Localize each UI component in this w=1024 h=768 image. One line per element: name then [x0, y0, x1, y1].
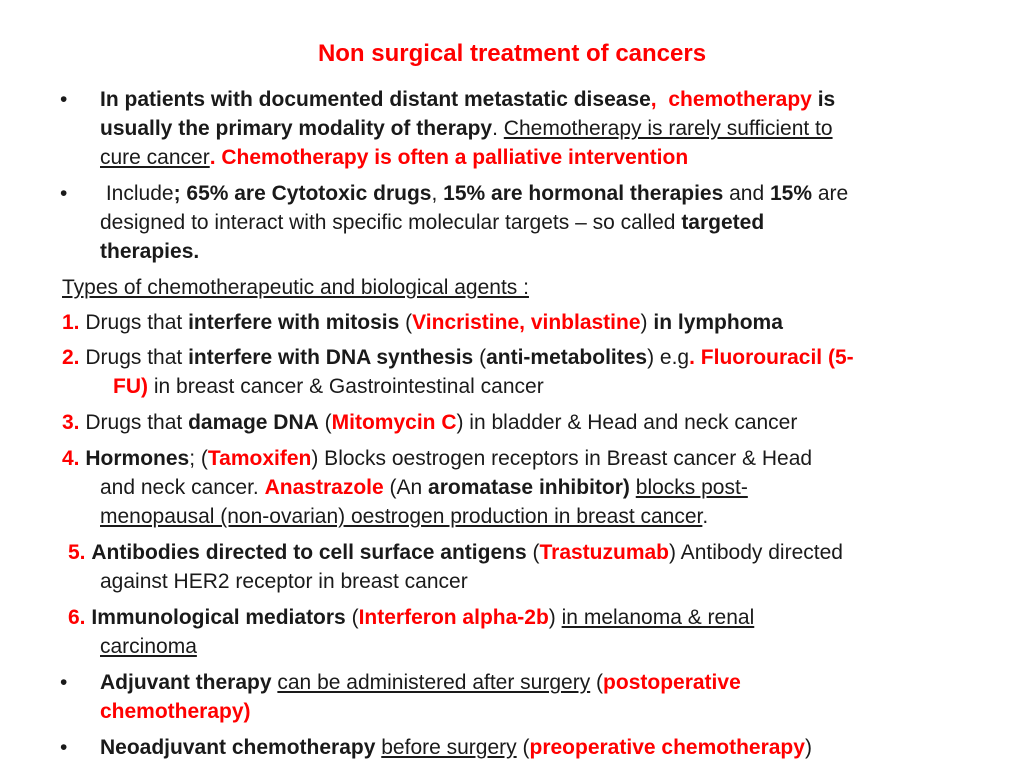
- agent-item-6-line-2: carcinoma: [100, 635, 197, 658]
- agent-item-1: 1. Drugs that interfere with mitosis (Vincristine, vinblastine) in lymphoma: [62, 311, 783, 334]
- agent-item-4-line-2: and neck cancer. Anastrazole (An aromatase inhibitor) blocks post-: [100, 476, 748, 499]
- agent-item-2-line-2: FU) in breast cancer & Gastrointestinal cancer: [113, 375, 544, 398]
- agent-item-4-line-1: 4. Hormones; (Tamoxifen) Blocks oestrogen receptors in Breast cancer & Head: [62, 447, 813, 470]
- bullet-marker: •: [60, 88, 68, 111]
- bullet-4-line-1: Neoadjuvant chemotherapy before surgery (preoperative chemotherapy): [100, 736, 812, 759]
- bullet-marker: •: [60, 671, 68, 694]
- bullet-3-line-1: Adjuvant therapy can be administered after surgery (postoperative: [100, 671, 741, 694]
- agent-item-6-line-1: 6. Immunological mediators (Interferon alpha-2b) in melanoma & renal: [68, 606, 755, 629]
- bullet-1-line-1: In patients with documented distant metastatic disease, chemotherapy is: [100, 88, 836, 111]
- agent-item-5-line-1: 5. Antibodies directed to cell surface antigens (Trastuzumab) Antibody directed: [68, 541, 843, 564]
- agent-item-2-line-1: 2. Drugs that interfere with DNA synthesis (anti-metabolites) e.g. Fluorouracil (5-: [62, 346, 854, 369]
- agent-item-3: 3. Drugs that damage DNA (Mitomycin C) in bladder & Head and neck cancer: [62, 411, 798, 434]
- bullet-3-line-2: chemotherapy): [100, 700, 251, 723]
- bullet-marker: •: [60, 182, 68, 205]
- bullet-2-line-2: designed to interact with specific molecular targets – so called targeted: [100, 211, 765, 234]
- agent-item-4-line-3: menopausal (non-ovarian) oestrogen production in breast cancer.: [100, 505, 709, 528]
- bullet-marker: •: [60, 736, 68, 759]
- bullet-1-line-2: usually the primary modality of therapy. Chemotherapy is rarely sufficient to: [100, 117, 833, 140]
- bullet-1-line-3: cure cancer. Chemotherapy is often a palliative intervention: [100, 146, 689, 169]
- slide-title: Non surgical treatment of cancers: [317, 40, 707, 67]
- bullet-2-line-3: therapies.: [100, 240, 200, 263]
- types-heading: Types of chemotherapeutic and biological agents :: [62, 276, 529, 299]
- bullet-2-line-1: Include; 65% are Cytotoxic drugs, 15% are hormonal therapies and 15% are: [105, 182, 849, 205]
- agent-item-5-line-2: against HER2 receptor in breast cancer: [100, 570, 468, 593]
